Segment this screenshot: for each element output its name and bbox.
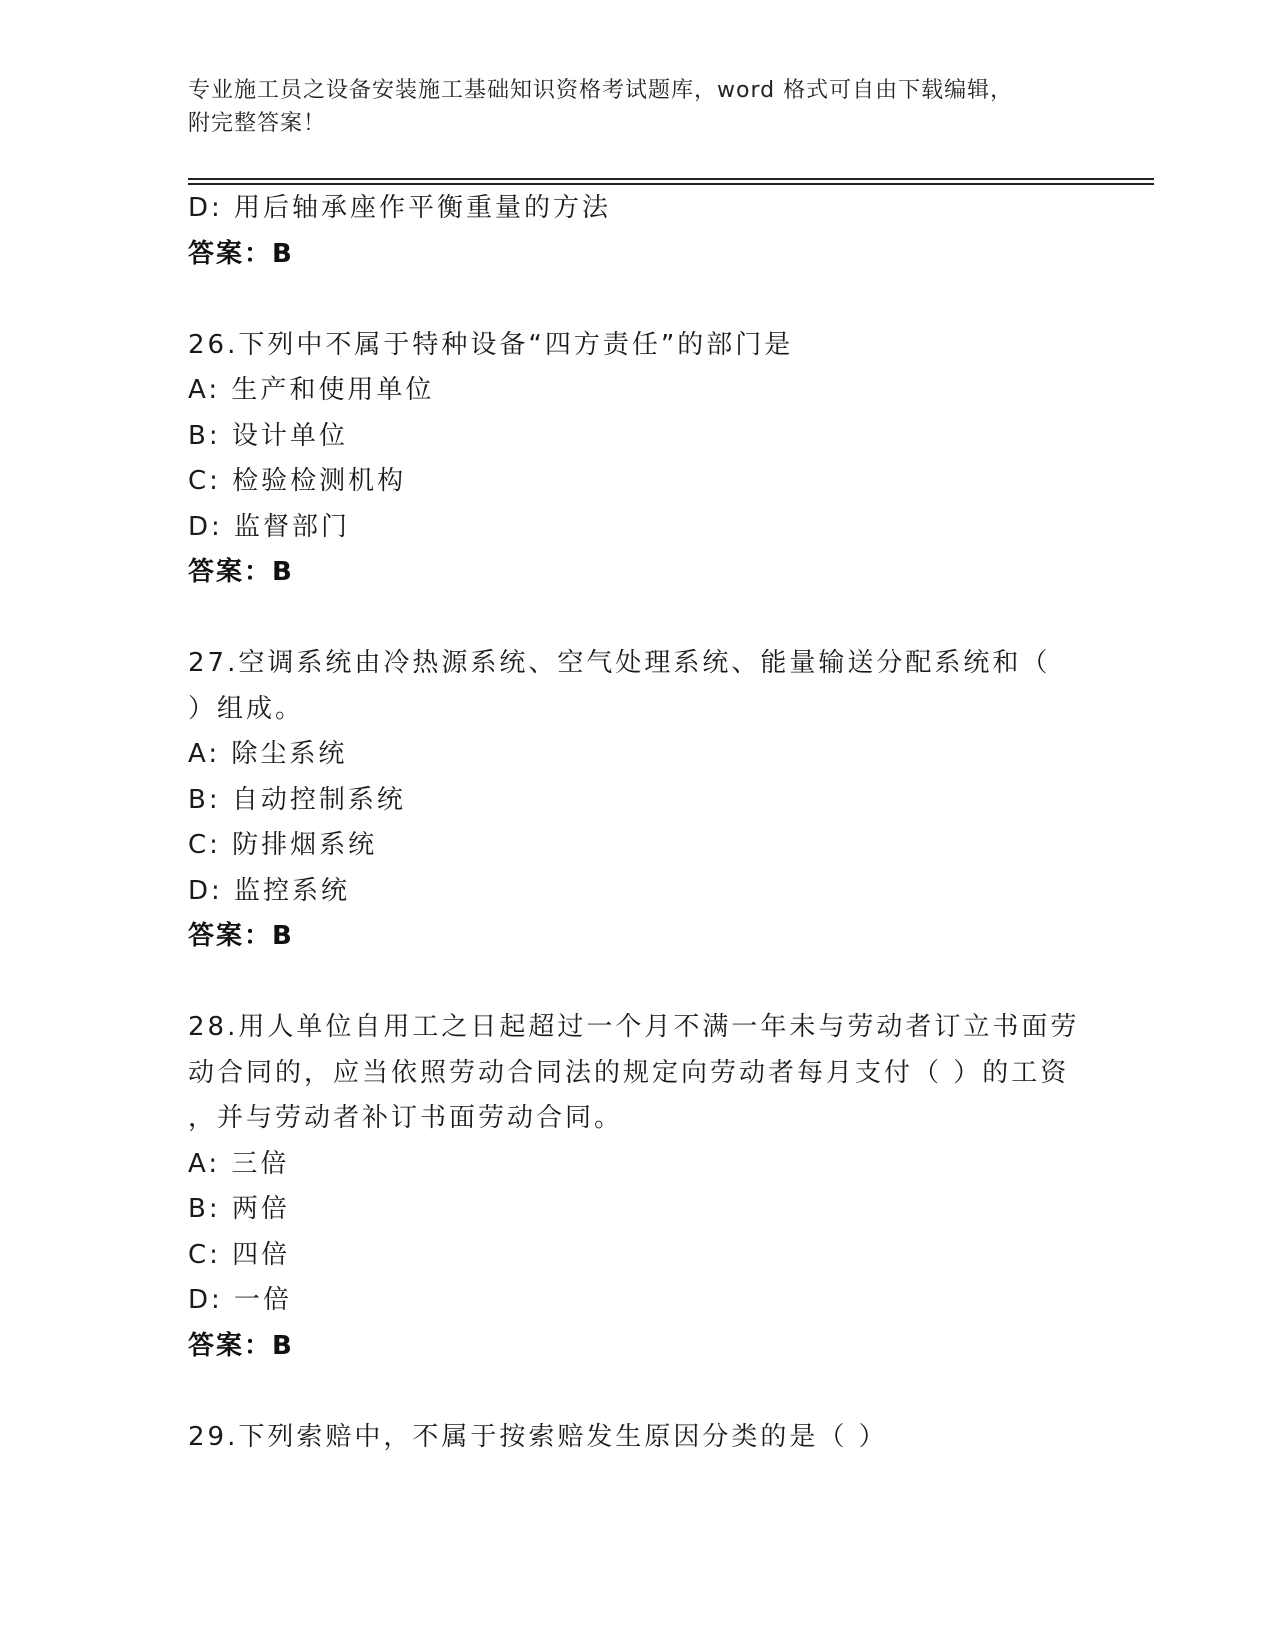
header-line-2: 附完整答案！	[188, 111, 327, 136]
question-text-cont: 动合同的，应当依照劳动合同法的规定向劳动者每月支付（ ）的工资	[188, 1057, 1070, 1088]
header-divider-bottom	[188, 183, 1154, 185]
question-28	[188, 1005, 1088, 1369]
answer: 答案：B	[188, 1330, 294, 1361]
carryover-answer: 答案：B	[188, 238, 294, 269]
answer: 答案：B	[188, 921, 294, 951]
question-text: 29.下列索赔中，不属于按索赔发生原因分类的是（ ）	[188, 1421, 888, 1452]
question-text: 28.用人单位自用工之日起超过一个月不满一年未与劳动者订立书面劳	[188, 1012, 1080, 1042]
carryover-option-d: D: 用后轴承座作平衡重量的方法	[188, 193, 612, 223]
option-d: D: 一倍	[188, 1285, 293, 1315]
question-text: 27.空调系统由冷热源系统、空气处理系统、能量输送分配系统和（	[188, 648, 1051, 678]
option-d: D: 监控系统	[188, 875, 351, 906]
question-29	[188, 1415, 1088, 1461]
question-text-cont: ，并与劳动者补订书面劳动合同。	[188, 1103, 624, 1133]
header-line-1: 专业施工员之设备安装施工基础知识资格考试题库，word 格式可自由下载编辑，	[188, 78, 1014, 103]
option-a: A: 三倍	[188, 1148, 290, 1179]
question-text: 26.下列中不属于特种设备“四方责任”的部门是	[188, 329, 794, 360]
header-divider-top	[188, 178, 1154, 180]
spacer	[188, 596, 1088, 642]
spacer	[188, 277, 1088, 323]
spacer	[188, 1369, 1088, 1415]
option-d: D: 监督部门	[188, 511, 351, 542]
option-a: A: 生产和使用单位	[188, 375, 435, 405]
question-text-cont: ）组成。	[188, 693, 305, 724]
spacer	[188, 960, 1088, 1006]
answer: 答案：B	[188, 557, 294, 587]
option-a: A: 除尘系统	[188, 739, 348, 769]
question-26	[188, 323, 1088, 596]
question-list	[188, 186, 1088, 1460]
option-b: B: 两倍	[188, 1194, 290, 1224]
option-c: C: 防排烟系统	[188, 830, 378, 860]
document-header	[188, 74, 1068, 140]
option-b: B: 设计单位	[188, 420, 348, 451]
option-c: C: 四倍	[188, 1239, 291, 1270]
option-b: B: 自动控制系统	[188, 784, 406, 815]
option-c: C: 检验检测机构	[188, 466, 407, 496]
question-27	[188, 641, 1088, 960]
